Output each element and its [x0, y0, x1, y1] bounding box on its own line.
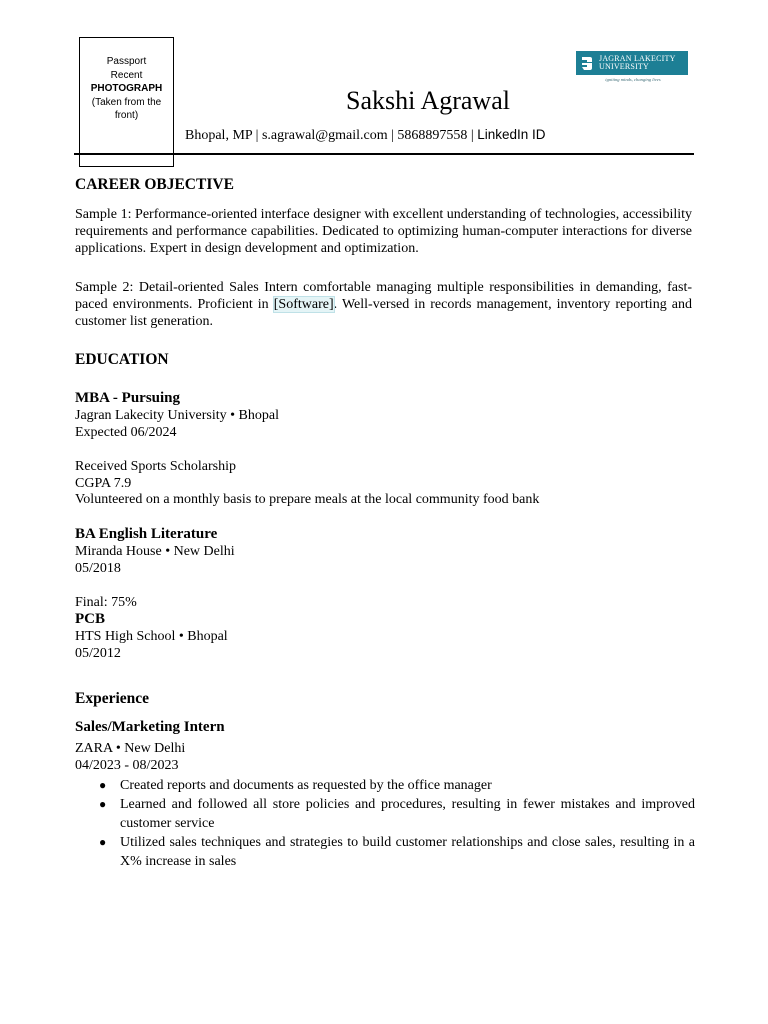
- objective-sample-2-end: . Well-versed in records management, inventory reporting and customer list generation.: [75, 297, 692, 329]
- pcb-date: 05/2012: [75, 646, 121, 661]
- bullet-icon: ●: [99, 797, 107, 811]
- mba-institution: Jagran Lakecity University • Bhopal: [75, 408, 279, 423]
- photo-line-5: front): [114, 110, 139, 121]
- logo-line-1: JAGRAN LAKECITY: [599, 53, 676, 63]
- header-divider: [74, 153, 694, 155]
- list-item: [75, 776, 695, 795]
- university-logo: [576, 51, 688, 85]
- bullet-text: Learned and followed all store policies and procedures, resulting in fewer mistakes and improved customer service: [120, 797, 695, 831]
- contact-separator: |: [467, 128, 478, 143]
- mba-degree: MBA - Pursuing: [75, 390, 181, 406]
- ba-degree: BA English Literature: [75, 526, 218, 542]
- experience-role: Sales/Marketing Intern: [75, 719, 225, 735]
- experience-bullet-list: [75, 776, 695, 871]
- pcb-institution: HTS High School • Bhopal: [75, 629, 228, 644]
- bullet-text: Utilized sales techniques and strategies to build customer relationships and close sales, resulting in a X% increase in sales: [120, 835, 695, 869]
- list-item: [75, 795, 695, 833]
- mba-date: Expected 06/2024: [75, 425, 177, 440]
- ba-institution: Miranda House • New Delhi: [75, 544, 235, 559]
- candidate-name: Sakshi Agrawal: [346, 86, 510, 115]
- pcb-degree: PCB: [75, 611, 105, 627]
- career-objective-heading: CAREER OBJECTIVE: [75, 176, 234, 193]
- education-heading: EDUCATION: [75, 351, 169, 368]
- mba-cgpa: CGPA 7.9: [75, 476, 132, 491]
- ba-date: 05/2018: [75, 561, 121, 576]
- logo-text: [599, 55, 676, 72]
- bullet-icon: ●: [99, 778, 107, 792]
- mba-scholarship: Received Sports Scholarship: [75, 459, 236, 474]
- contact-location: Bhopal, MP: [185, 128, 253, 143]
- contact-separator: |: [252, 128, 262, 143]
- mba-volunteering: Volunteered on a monthly basis to prepare meals at the local community food bank: [75, 492, 540, 507]
- logo-emblem-icon: [580, 55, 594, 71]
- contact-email[interactable]: s.agrawal@gmail.com: [261, 128, 388, 143]
- bullet-icon: ●: [99, 835, 107, 849]
- experience-dates: 04/2023 - 08/2023: [75, 758, 179, 773]
- contact-line: [185, 127, 546, 144]
- contact-separator: |: [387, 128, 398, 143]
- contact-linkedin-link[interactable]: LinkedIn ID: [477, 127, 546, 142]
- objective-sample-2: [75, 279, 692, 330]
- photo-line-1: Passport: [106, 56, 147, 67]
- bullet-text: Created reports and documents as requested by the office manager: [120, 778, 492, 793]
- logo-line-2: UNIVERSITY: [599, 62, 649, 71]
- photo-line-4: (Taken from the: [91, 96, 162, 108]
- ba-final-score: Final: 75%: [75, 595, 137, 610]
- passport-photo-placeholder: [79, 37, 174, 167]
- experience-company: ZARA • New Delhi: [75, 741, 186, 756]
- photo-line-3: PHOTOGRAPH: [90, 83, 163, 94]
- photo-line-2: Recent: [110, 69, 143, 81]
- software-placeholder: [Software]: [273, 297, 334, 312]
- contact-phone: 5868897558: [397, 128, 468, 143]
- experience-heading: Experience: [75, 690, 150, 707]
- objective-sample-2-start: Sample 2: Detail-oriented Sales Intern comfortable managing multiple responsibilities in demanding, fast-paced environments. Proficient in: [75, 280, 692, 312]
- logo-tagline: igniting minds, changing lives: [605, 77, 661, 82]
- logo-badge: [576, 51, 688, 75]
- list-item: [75, 833, 695, 871]
- objective-sample-1: Sample 1: Performance-oriented interface designer with excellent understanding of technologies, accessibility requirements and performance capabilities. Dedicated to optimizing human-computer interactions for diverse applications. Expert in design development and optimization.: [75, 207, 692, 256]
